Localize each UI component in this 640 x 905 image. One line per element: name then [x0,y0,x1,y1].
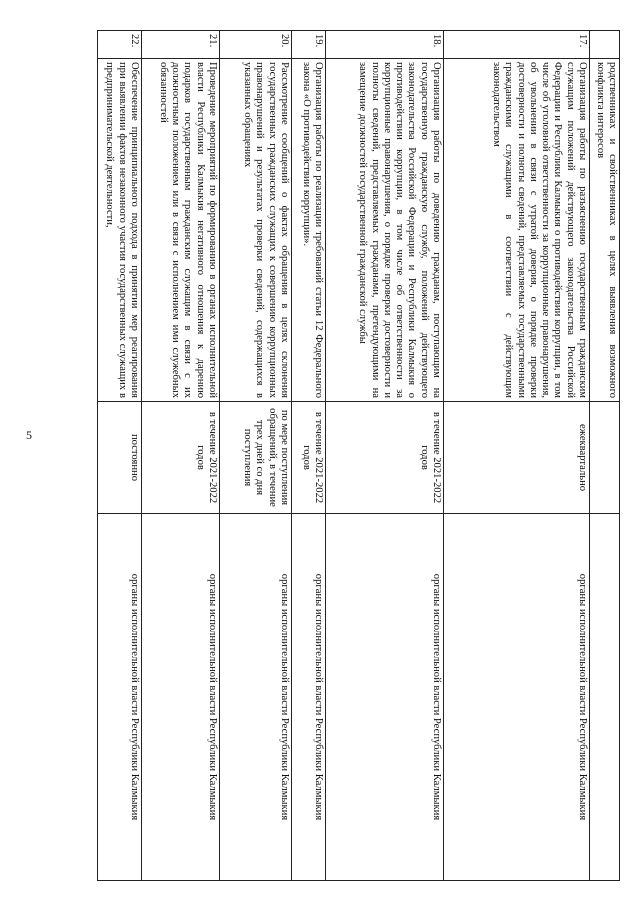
term-cell [590,402,620,514]
term-cell: постоянно [98,402,142,514]
row-number [590,31,620,59]
term-cell: в течение 2021-2022 годов [142,402,220,514]
table-row [292,31,326,881]
row-number: 19. [292,31,326,59]
term-cell: ежеквартально [444,402,590,514]
table-row [98,31,142,881]
measures-table [97,30,620,881]
table-row [142,31,220,881]
term-cell: в течение 2021-2022 годов [326,402,444,514]
measure-cell: Организация работы по реализации требований статьи 12 Федерального закона «О противодействии коррупции». [292,59,326,402]
term-cell: по мере поступления обращений, в течение трех дней со дня поступления [220,402,292,514]
measure-cell: Рассмотрение сообщений о фактах обращения в целях склонения государственных гражданских служащих к совершению коррупционных правонарушений и результатах проверки сведений, содержащихся в указанных обращениях [220,59,292,402]
executor-cell: органы исполнительной власти Республики Калмыкия [326,514,444,881]
row-number: 21. [142,31,220,59]
executor-cell: органы исполнительной власти Республики Калмыкия [292,514,326,881]
rotated-table-wrapper [60,30,620,880]
page-number: 5 [26,428,32,442]
table-row [590,31,620,881]
term-cell: в течение 2021-2022 годов [292,402,326,514]
measure-cell: Организация работы по разъяснению государственным гражданским служащим положений действующего законодательства Российской Федерации и Республики Калмыкия о противодействии коррупции, в том числе об уголовной ответственности за коррупционные правонарушения, об увольнении в связи с утратой доверия, о порядке проверки достоверности и полноты сведений, представляемых государственными гражданскими служащими в соответствии с действующим законодательством [444,59,590,402]
measure-cell: родственниках и свойственниках в целях выявления возможного конфликта интересов [590,59,620,402]
row-number: 18. [326,31,444,59]
row-number: 20. [220,31,292,59]
executor-cell: органы исполнительной власти Республики Калмыкия [220,514,292,881]
executor-cell: органы исполнительной власти Республики Калмыкия [98,514,142,881]
executor-cell: органы исполнительной власти Республики Калмыкия [444,514,590,881]
row-number: 22. [98,31,142,59]
table-row [444,31,590,881]
measure-cell: Проведение мероприятий по формированию в органах исполнительной власти Республики Калмыкия негативного отношения к дарению подарков государственным гражданским служащим в связи с их должностным положением или в связи с исполнением ими служебных обязанностей [142,59,220,402]
table-row [220,31,292,881]
row-number: 17. [444,31,590,59]
table-row [326,31,444,881]
measure-cell: Обеспечение принципиального подхода в принятии мер реагирования при выявлении фактов незаконного участия государственных служащих в предпринимательской деятельности, [98,59,142,402]
executor-cell [590,514,620,881]
executor-cell: органы исполнительной власти Республики Калмыкия [142,514,220,881]
measure-cell: Организация работы по доведению гражданам, поступающим на государственную гражданскую службу, положений действующего законодательства Российской Федерации и Республики Калмыкия о противодействии коррупции, в том числе об ответственности за коррупционные правонарушения, о порядке проверки достоверности и полноты сведений, представляемых гражданами, претендующими на замещение должностей государственной гражданской службы [326,59,444,402]
